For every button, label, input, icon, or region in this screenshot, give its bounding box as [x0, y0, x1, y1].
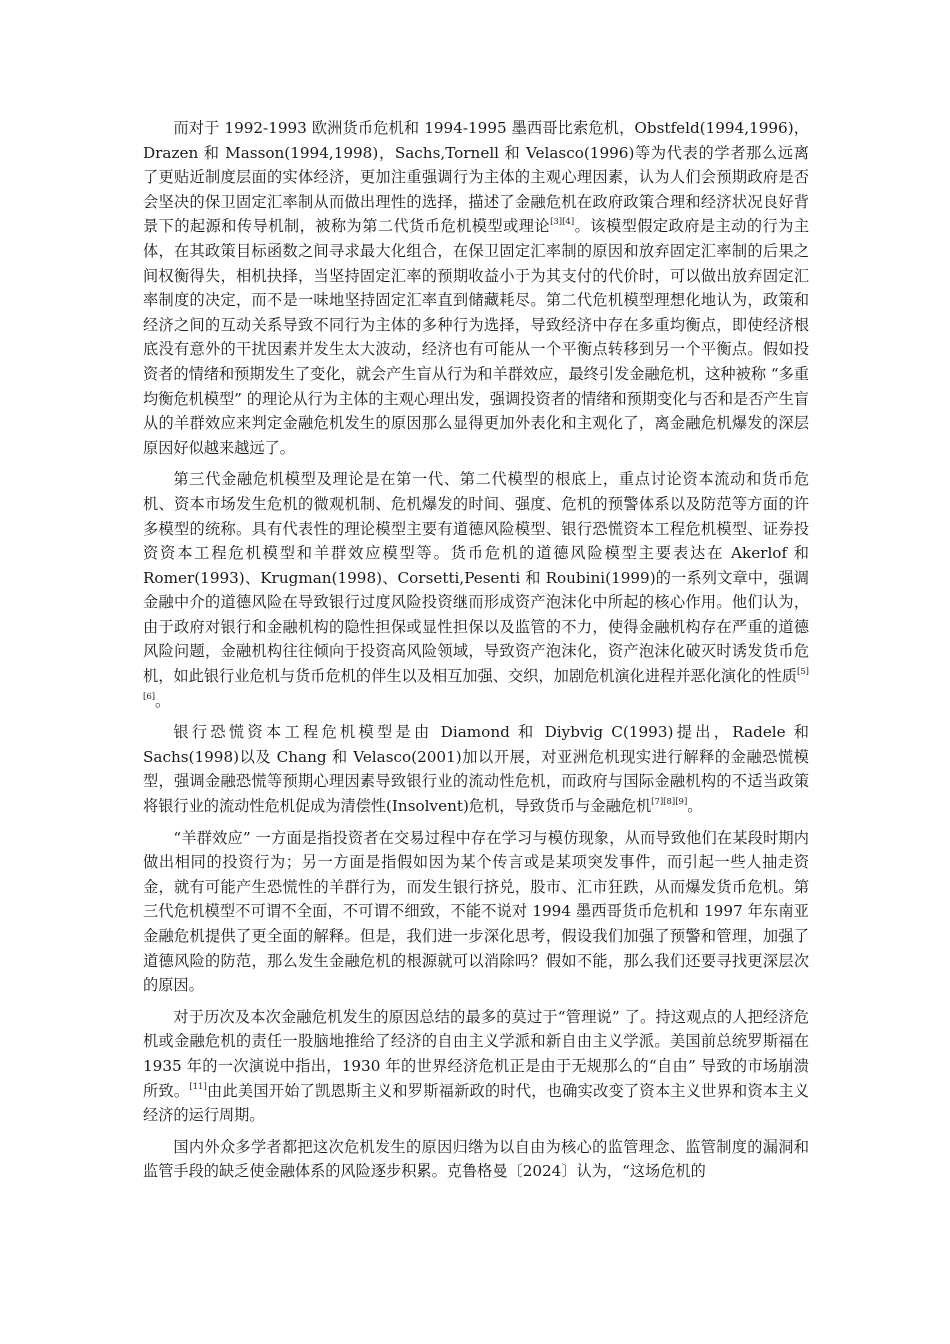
- paragraph-4: [143, 826, 809, 998]
- paragraph-1-text-a: 而对于 1992-1993 欧洲货币危机和 1994-1995 墨西哥比索危机，Obstfeld(1994,1996)，Drazen 和 Masson(1994,1998)，Sachs,Tornell 和 Velasco(1996)等为代表的学者那么远离了更贴近制度层面的实体经济，更加注重强调行为主体的主观心理因素，认为人们会预期政府是否会坚决的保卫固定汇率制从而做出理性的选择，描述了金融危机在政府政策合理和经济状况良好背景下的起源和传导机制，被称为第二代货币危机模型或理论: [143, 119, 809, 236]
- paragraph-4-text: “羊群效应” 一方面是指投资者在交易过程中存在学习与模仿现象，从而导致他们在某段时期内做出相同的投资行为；另一方面是指假如因为某个传言或是某项突发事件，而引起一些人抽走资金，就有可能产生恐慌性的羊群行为，而发生银行挤兑，股市、汇市狂跌，从而爆发货币危机。第三代危机模型不可谓不全面，不可谓不细致，不能不说对 1994 墨西哥货币危机和 1997 年东南亚金融危机提供了更全面的解释。但是，我们进一步深化思考，假设我们加强了预警和管理，加强了道德风险的防范，那么发生金融危机的根源就可以消除吗？假如不能，那么我们还要寻找更深层次的原因。: [143, 828, 809, 995]
- paragraph-1-text-b: 。该模型假定政府是主动的行为主体，在其政策目标函数之间寻求最大化组合，在保卫固定汇率制的原因和放弃固定汇率制的后果之间权衡得失，相机抉择，当坚持固定汇率的预期收益小于为其支付的代价时，可以做出放弃固定汇率制度的决定，而不是一味地坚持固定汇率直到储藏耗尽。第二代危机模型理想化地认为，政策和经济之间的互动关系导致不同行为主体的多种行为选择，导致经济中存在多重均衡点，即使经济根底没有意外的干扰因素并发生太大波动，经济也有可能从一个平衡点转移到另一个平衡点。假如投资者的情绪和预期发生了变化，就会产生盲从行为和羊群效应，最终引发金融危机，这种被称 “多重均衡危机模型” 的理论从行为主体的主观心理出发，强调投资者的情绪和预期变化与否和是否产生盲从的羊群效应来判定金融危机发生的原因那么显得更加外表化和主观化了，离金融危机爆发的深层原因好似越来越远了。: [143, 217, 809, 457]
- citation-3-4: [3][4]: [550, 217, 575, 228]
- citation-11: [11]: [189, 1081, 207, 1092]
- paragraph-5-text-b: 由此美国开始了凯恩斯主义和罗斯福新政的时代，也确实改变了资本主义世界和资本主义经济的运行周期。: [143, 1081, 810, 1125]
- paragraph-5-text-a: 对于历次及本次金融危机发生的原因总结的最多的莫过于“管理说” 了。持这观点的人把经济危机或金融危机的责任一股脑地推给了经济的自由主义学派和新自由主义学派。美国前总统罗斯福在 1935 年的一次演说中指出，1930 年的世界经济危机正是由于无规那么的“自由” 导致的市场崩溃所致。: [143, 1007, 809, 1100]
- paragraph-2: [143, 467, 809, 713]
- paragraph-2-text-b: 。: [155, 691, 171, 710]
- paragraph-3-text-a: 银行恐慌资本工程危机模型是由 Diamond 和 Diybvig C(1993)提出，Radele 和 Sachs(1998)以及 Chang 和 Velasco(2001)加以开展，对亚洲危机现实进行解释的金融恐慌模型，强调金融恐慌等预期心理因素导致银行业的流动性危机，而政府与国际金融机构的不适当政策将银行业的流动性危机促成为清偿性(Insolvent)危机，导致货币与金融危机: [143, 723, 809, 816]
- paragraph-2-text-a: 第三代金融危机模型及理论是在第一代、第二代模型的根底上，重点讨论资本流动和货币危机、资本市场发生危机的微观机制、危机爆发的时间、强度、危机的预警体系以及防范等方面的许多模型的统称。具有代表性的理论模型主要有道德风险模型、银行恐慌资本工程危机模型、证券投资资本工程危机模型和羊群效应模型等。货币危机的道德风险模型主要表达在 Akerlof 和 Romer(1993)、Krugman(1998)、Corsetti,Pesenti 和 Roubini(1999)的一系列文章中，强调金融中介的道德风险在导致银行过度风险投资继而形成资产泡沫化中所起的核心作用。他们认为，由于政府对银行和金融机构的隐性担保或显性担保以及监管的不力，使得金融机构存在严重的道德风险问题，金融机构往往倾向于投资高风险领域，导致资产泡沫化，资产泡沫化破灭时诱发货币危机，如此银行业危机与货币危机的伴生以及相互加强、交织，加剧危机演化进程并恶化演化的性质: [143, 470, 809, 686]
- citation-7-8-9: [7][8][9]: [651, 796, 688, 807]
- document-body: [143, 116, 809, 1191]
- paragraph-3: [143, 720, 809, 818]
- paragraph-6: [143, 1135, 809, 1184]
- paragraph-6-text: 国内外众多学者都把这次危机发生的原因归绺为以自由为核心的监管理念、监管制度的漏洞和监管手段的缺乏使金融体系的风险逐步积累。克鲁格曼〔2024〕认为，“这场危机的: [143, 1137, 809, 1181]
- paragraph-1: [143, 116, 809, 460]
- paragraph-3-text-b: 。: [687, 797, 703, 816]
- paragraph-5: [143, 1005, 809, 1128]
- citation-5-6: [5][6]: [143, 667, 809, 702]
